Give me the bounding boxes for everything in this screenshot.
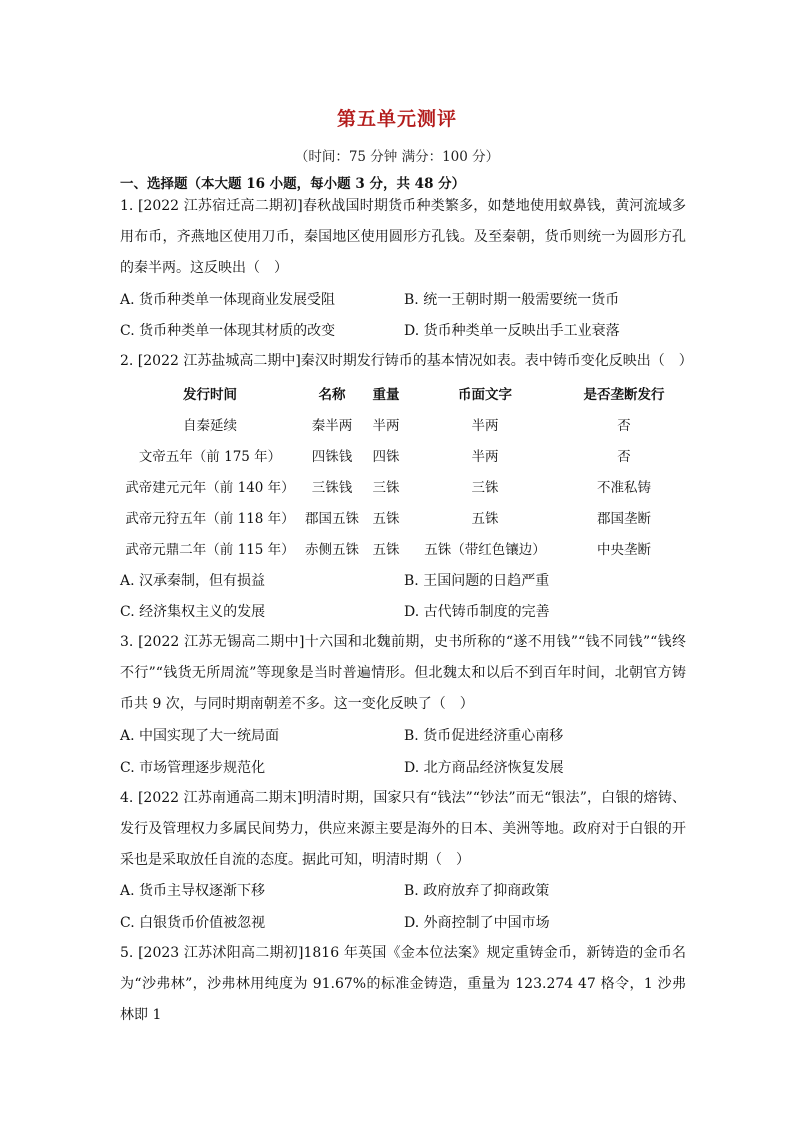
- page-title: 第五单元测评: [336, 108, 457, 130]
- question-1-option-b: B. 统一王朝时期一般需要统一货币: [404, 292, 620, 308]
- question-2-option-b: B. 王国问题的日趋严重: [404, 573, 550, 589]
- table-cell: 郡国五铢: [305, 510, 359, 527]
- table-header: 发行时间: [183, 386, 237, 403]
- question-3-option-b: B. 货币促进经济重心南移: [404, 728, 564, 744]
- table-cell: 赤侧五铢: [305, 541, 359, 558]
- table-cell: 不准私铸: [597, 479, 651, 496]
- question-4-option-b: B. 政府放弃了抑商政策: [404, 883, 550, 899]
- table-row: [120, 470, 686, 501]
- question-5-stem: 5. [2023 江苏沭阳高二期初]1816 年英国《金本位法案》规定重铸金币，新铸造的金币名为“沙弗林”，沙弗林用纯度为 91.67%的标准金铸造，重量为 123.274 47 格令，1 沙弗林即 1: [120, 945, 686, 1023]
- table-cell: 四铢: [372, 448, 400, 465]
- table-cell: 武帝建元元年（前 140 年）: [125, 479, 295, 496]
- table-header: 名称: [318, 386, 346, 403]
- section-heading: 一、选择题（本大题 16 小题，每小题 3 分，共 48 分）: [120, 176, 466, 192]
- table-header: 是否垄断发行: [583, 386, 665, 403]
- question-4-stem: 4. [2022 江苏南通高二期末]明清时期，国家只有“钱法”“钞法”而无“银法”，白银的熔铸、发行及管理权力多属民间势力，供应来源主要是海外的日本、美洲等地。政府对于白银的开采也是采取放任自流的态度。据此可知，明清时期（ ）: [120, 790, 686, 868]
- question-2-option-d: D. 古代铸币制度的完善: [404, 604, 550, 620]
- table-cell: 武帝元狩五年（前 118 年）: [125, 510, 295, 527]
- question-4-option-c: C. 白银货币价值被忽视: [120, 915, 266, 931]
- table-cell: 半两: [471, 448, 499, 465]
- table-cell: 半两: [471, 417, 499, 434]
- table-cell: 四铢钱: [311, 448, 353, 465]
- table-row: [120, 439, 686, 470]
- coin-table: [120, 377, 686, 563]
- table-cell: 五铢: [372, 510, 400, 527]
- question-1-option-d: D. 货币种类单一反映出手工业衰落: [404, 323, 620, 339]
- question-3-option-d: D. 北方商品经济恢复发展: [404, 760, 564, 776]
- table-cell: 半两: [372, 417, 400, 434]
- table-cell: 否: [617, 417, 631, 434]
- table-header-row: [120, 377, 686, 408]
- table-header: 重量: [372, 386, 400, 403]
- table-cell: 中央垄断: [597, 541, 651, 558]
- question-1-option-c: C. 货币种类单一体现其材质的改变: [120, 323, 336, 339]
- table-cell: 三铢钱: [311, 479, 353, 496]
- question-1-option-a: A. 货币种类单一体现商业发展受阻: [120, 292, 336, 308]
- table-cell: 武帝元鼎二年（前 115 年）: [125, 541, 295, 558]
- question-1-stem: 1. [2022 江苏宿迁高二期初]春秋战国时期货币种类繁多，如楚地使用蚁鼻钱，黄河流域多用布币，齐燕地区使用刀币，秦国地区使用圆形方孔钱。及至秦朝，货币则统一为圆形方孔的秦半两。这反映出（ ）: [120, 198, 686, 276]
- question-4-option-d: D. 外商控制了中国市场: [404, 915, 550, 931]
- table-cell: 五铢: [471, 510, 499, 527]
- exam-info: （时间：75 分钟 满分：100 分）: [294, 149, 500, 165]
- table-row: [120, 501, 686, 532]
- table-cell: 郡国垄断: [597, 510, 651, 527]
- table-cell: 文帝五年（前 175 年）: [138, 448, 282, 465]
- question-2-stem: 2. [2022 江苏盐城高二期中]秦汉时期发行铸币的基本情况如表。表中铸币变化反映出（ ）: [120, 353, 693, 369]
- table-header: 币面文字: [458, 386, 512, 403]
- question-2-option-c: C. 经济集权主义的发展: [120, 604, 266, 620]
- question-3-stem: 3. [2022 江苏无锡高二期中]十六国和北魏前期，史书所称的“遂不用钱”“钱不同钱”“钱终不行”“钱货无所周流”等现象是当时普遍情形。但北魏太和以后不到百年时间，北朝官方铸币共 9 次，与同时期南朝差不多。这一变化反映了（ ）: [120, 634, 686, 712]
- table-cell: 秦半两: [311, 417, 353, 434]
- table-row: [120, 408, 686, 439]
- question-4-option-a: A. 货币主导权逐渐下移: [120, 883, 266, 899]
- table-cell: 五铢: [372, 541, 400, 558]
- table-cell: 自秦延续: [183, 417, 237, 434]
- question-2-option-a: A. 汉承秦制，但有损益: [120, 573, 266, 589]
- question-3-option-c: C. 市场管理逐步规范化: [120, 760, 266, 776]
- table-row: [120, 532, 686, 563]
- table-cell: 五铢（带红色镶边）: [424, 541, 546, 558]
- table-cell: 三铢: [471, 479, 499, 496]
- question-3-option-a: A. 中国实现了大一统局面: [120, 728, 280, 744]
- table-cell: 三铢: [372, 479, 400, 496]
- table-cell: 否: [617, 448, 631, 465]
